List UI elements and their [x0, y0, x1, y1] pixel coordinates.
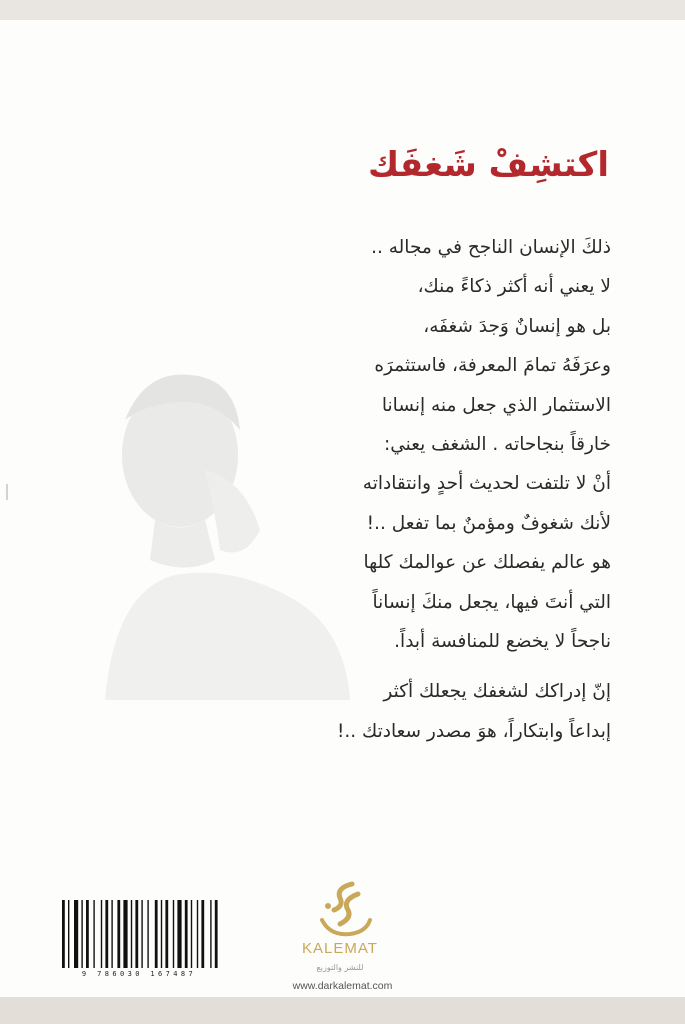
barcode-bar	[68, 900, 69, 968]
publisher-website: www.darkalemat.com	[292, 980, 393, 992]
blurb-line: ناجحاً لا يخضع للمنافسة أبداً.	[394, 630, 611, 652]
barcode-bar	[131, 900, 132, 968]
blurb-line: ذلكَ الإنسان الناجح في مجاله ..	[371, 237, 611, 258]
barcode-bar	[101, 900, 102, 968]
blurb-line: هو عالم يفصلك عن عوالمك كلها	[363, 552, 611, 574]
kalemat-logo-icon	[300, 880, 390, 940]
blurb-text	[191, 228, 611, 751]
blurb-line: خارقاً بنجاحاته . الشغف يعني:	[383, 433, 611, 455]
barcode-bar	[173, 900, 174, 968]
publisher-tagline: للنشر والتوزيع	[316, 963, 364, 972]
barcode-bar	[62, 900, 65, 968]
publisher-brand: KALEMAT	[302, 940, 378, 957]
blurb-line: لأنك شغوفٌ ومؤمنٌ بما تفعل ..!	[366, 512, 611, 534]
blurb-line: التي أنتَ فيها، يجعل منكَ إنساناً	[372, 591, 611, 613]
barcode-bar	[161, 900, 162, 968]
barcode-bar	[93, 900, 94, 968]
barcode-bar	[123, 900, 127, 968]
top-edge	[0, 0, 685, 20]
barcode-bar	[74, 900, 78, 968]
blurb-line: إنّ إدراكك لشغفك يجعلك أكثر	[383, 681, 611, 703]
paragraph-gap	[191, 661, 611, 672]
barcode-bar	[117, 900, 120, 968]
book-title: اكتشِفْ شَغفَك	[368, 145, 609, 185]
barcode-bar	[141, 900, 142, 968]
barcode-bar	[147, 900, 148, 968]
barcode-bar	[210, 900, 211, 968]
barcode-bar	[155, 900, 158, 968]
barcode-bar	[201, 900, 204, 968]
barcode-bar	[81, 900, 82, 968]
spine-mark	[6, 484, 8, 500]
barcode-bar	[185, 900, 188, 968]
blurb-line: إبداعاً وابتكاراً، هوَ مصدر سعادتك ..!	[336, 720, 611, 742]
blurb-line: بل هو إنسانٌ وَجدَ شغفَه،	[423, 315, 611, 337]
barcode-bar	[165, 900, 168, 968]
barcode-bar	[111, 900, 112, 968]
barcode-bar	[177, 900, 181, 968]
barcode-digits: 9 786030 167487	[81, 970, 197, 978]
blurb-line: أنْ لا تلتفت لحديث أحدٍ وانتقاداته	[362, 473, 611, 495]
barcode-bar	[191, 900, 192, 968]
barcode-bar	[135, 900, 138, 968]
blurb-line: لا يعني أنه أكثر ذكاءً منك،	[417, 276, 611, 298]
blurb-line: الاستثمار الذي جعل منه إنسانا	[381, 394, 611, 416]
bottom-edge	[0, 997, 685, 1024]
barcode-bar	[197, 900, 198, 968]
blurb-line: وعرَفَهُ تمامَ المعرفة، فاستثمرَه	[374, 355, 611, 377]
barcode-bar	[105, 900, 108, 968]
barcode-bar	[86, 900, 89, 968]
barcode-bar	[215, 900, 218, 968]
